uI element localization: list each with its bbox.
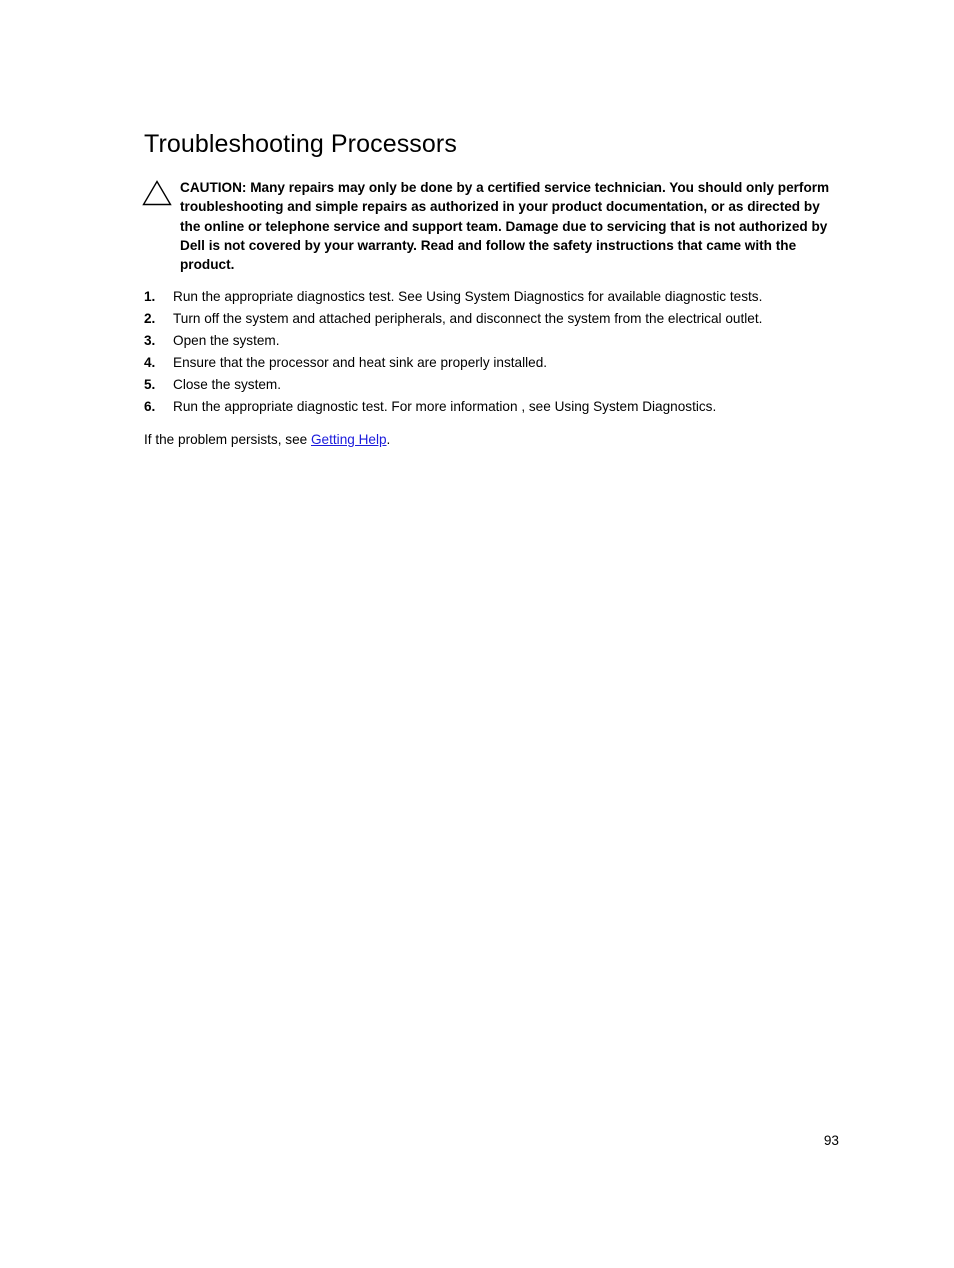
page-number: 93 [823, 1133, 839, 1148]
getting-help-link[interactable]: Getting Help [310, 432, 387, 447]
list-item [144, 397, 844, 419]
list-item [144, 287, 844, 309]
caution-triangle-icon [142, 180, 172, 206]
step-text: Run the appropriate diagnostics test. See Using System Diagnostics for available diagnostic tests. [173, 289, 763, 304]
step-text: Ensure that the processor and heat sink are properly installed. [173, 355, 548, 370]
steps-list [144, 287, 844, 419]
step-number: 5. [144, 377, 156, 392]
footnote-prefix: If the problem persists, see [144, 432, 311, 447]
list-item [144, 375, 844, 397]
page-title: Troubleshooting Processors [144, 130, 457, 158]
list-item [144, 309, 844, 331]
step-number: 6. [144, 399, 156, 414]
step-text: Turn off the system and attached peripherals, and disconnect the system from the electrical outlet. [173, 311, 763, 326]
list-item [144, 353, 844, 375]
step-number: 3. [144, 333, 156, 348]
step-text: Run the appropriate diagnostic test. For more information , see Using System Diagnostics. [173, 399, 717, 414]
help-footnote [144, 430, 390, 450]
step-number: 4. [144, 355, 156, 370]
caution-text: CAUTION: Many repairs may only be done by a certified service technician. You should only perform troubleshooting and simple repairs as authorized in your product documentation, or as directed by the online or telephone service and support team. Damage due to servicing that is not authorized by Dell is not covered by your warranty. Read and follow the safety instructions that came with the product. [180, 180, 830, 273]
step-text: Open the system. [173, 333, 280, 348]
list-item [144, 331, 844, 353]
step-text: Close the system. [173, 377, 282, 392]
step-number: 1. [144, 289, 156, 304]
footnote-suffix: . [386, 432, 391, 447]
step-number: 2. [144, 311, 156, 326]
